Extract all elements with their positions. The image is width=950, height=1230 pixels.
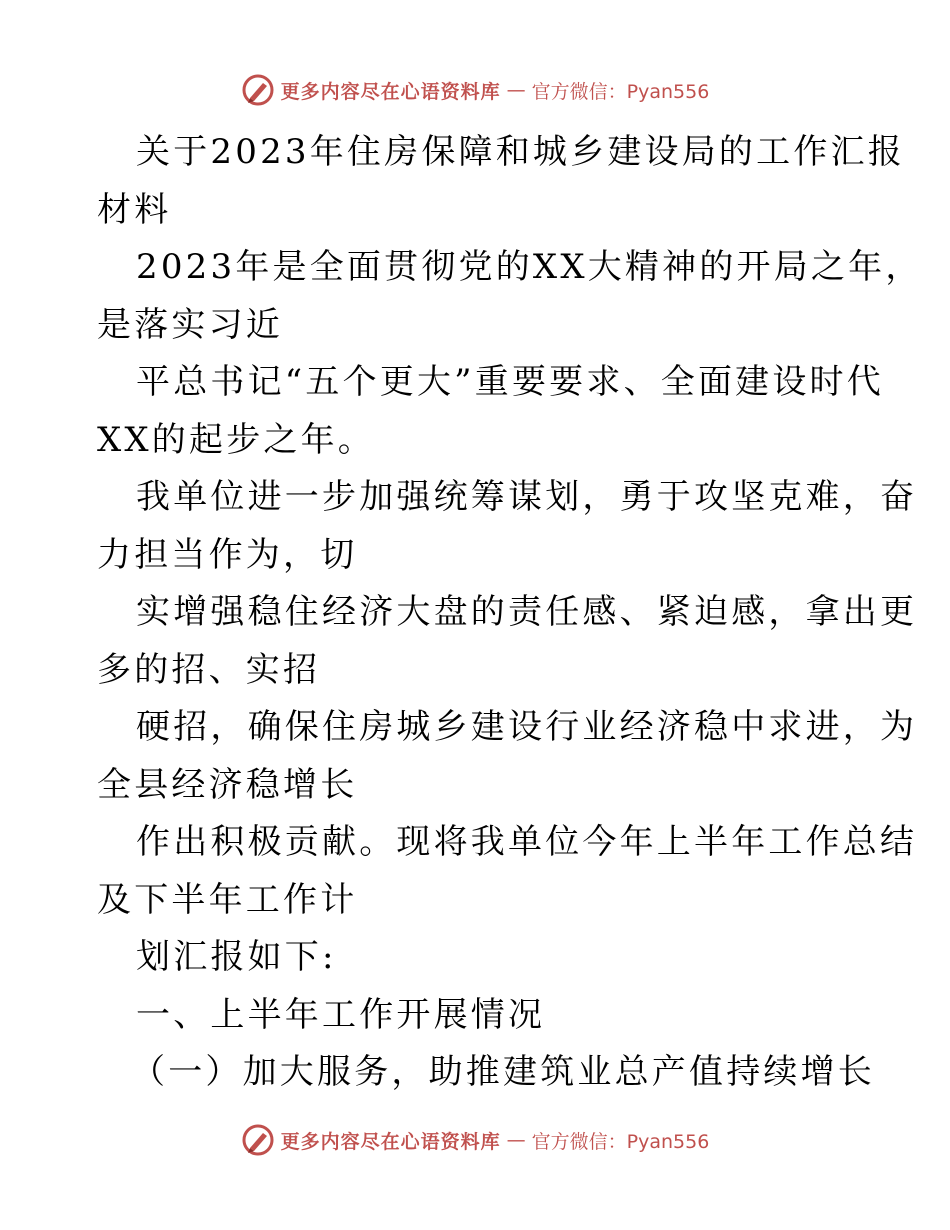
paragraph-line: XX的起步之年。 <box>97 419 376 460</box>
banner-text: 更多内容尽在心语资料库 <box>280 80 501 103</box>
paragraph-line: 2023年是全面贯彻党的XX大精神的开局之年， <box>136 247 923 287</box>
paragraph-line: 平总书记“五个更大”重要要求、全面建设时代 <box>136 362 884 402</box>
section-heading: 一、上半年工作开展情况 <box>136 994 546 1035</box>
footer-banner <box>0 1120 950 1160</box>
paragraph-line: 力担当作为，切 <box>97 534 358 575</box>
document-body <box>97 124 923 1102</box>
paragraph-line: 多的招、实招 <box>97 649 321 690</box>
paragraph-line: 是落实习近 <box>97 304 283 345</box>
title-line-2: 材料 <box>97 189 172 230</box>
subsection-heading: （一）加大服务，助推建筑业总产值持续增长 <box>131 1052 875 1092</box>
pen-logo-icon <box>241 1123 275 1157</box>
paragraph-line: 硬招，确保住房城乡建设行业经济稳中求进，为 <box>136 707 918 747</box>
banner-text: 更多内容尽在心语资料库 <box>280 1130 501 1153</box>
paragraph-line: 划汇报如下: <box>136 937 337 977</box>
banner-separator: — <box>506 79 526 101</box>
pen-logo-icon <box>241 73 275 107</box>
paragraph-line: 及下半年工作计 <box>97 879 358 920</box>
title-line-1: 关于2023年住房保障和城乡建设局的工作汇报 <box>136 132 905 172</box>
paragraph-line: 作出积极贡献。现将我单位今年上半年工作总结 <box>136 822 918 862</box>
banner-contact: 官方微信：Pyan556 <box>531 1130 710 1153</box>
banner-separator: — <box>506 1129 526 1151</box>
header-banner <box>0 70 950 110</box>
paragraph-line: 实增强稳住经济大盘的责任感、紧迫感，拿出更 <box>136 592 918 632</box>
paragraph-line: 全县经济稳增长 <box>97 764 358 805</box>
paragraph-line: 我单位进一步加强统筹谋划，勇于攻坚克难，奋 <box>136 477 918 517</box>
banner-contact: 官方微信：Pyan556 <box>531 80 710 103</box>
